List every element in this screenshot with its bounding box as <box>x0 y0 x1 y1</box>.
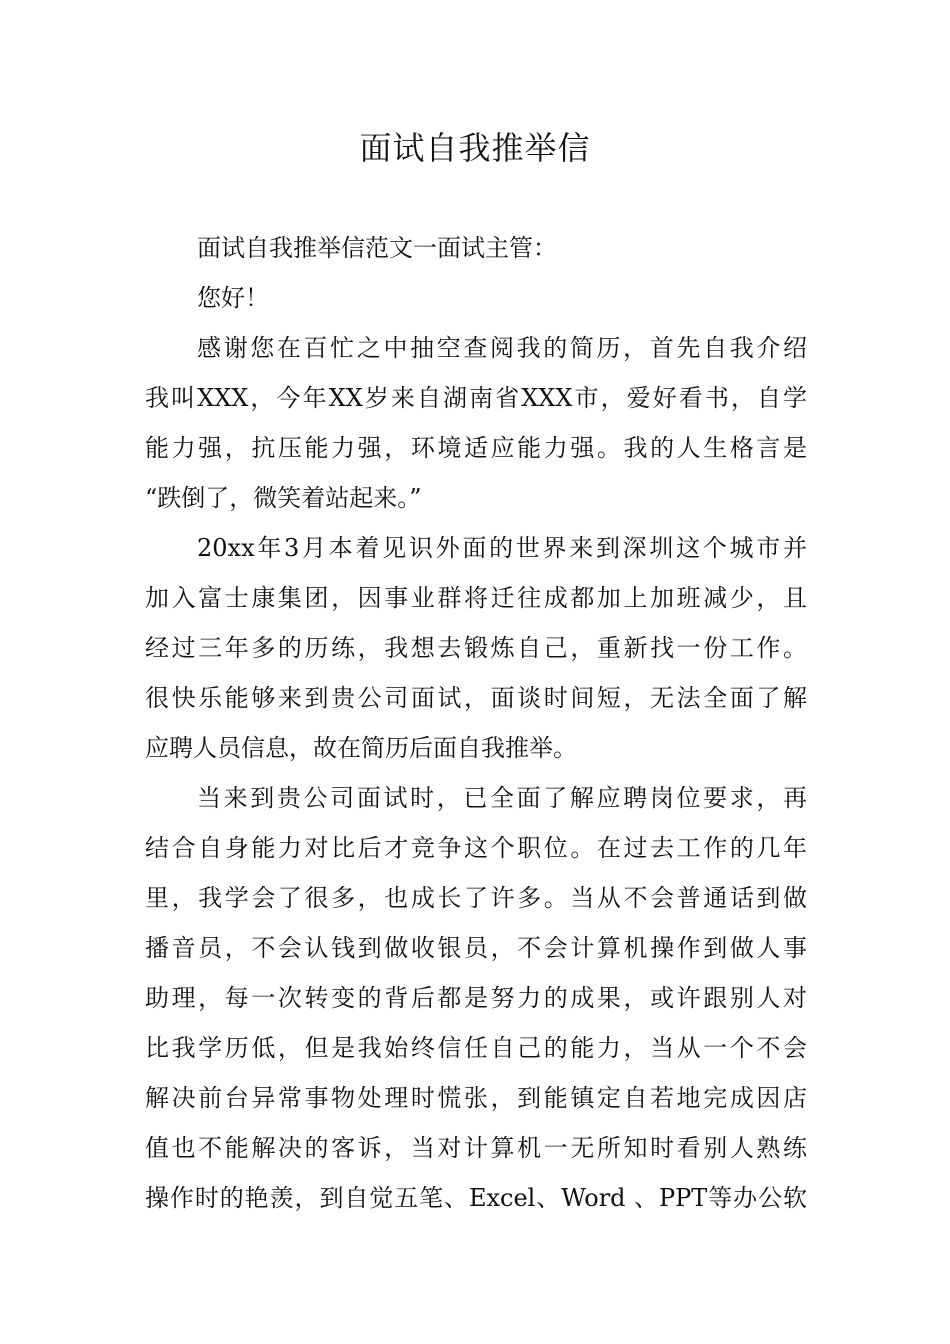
text-line: 播音员，不会认钱到做收银员，不会计算机操作到做人事 <box>145 934 807 962</box>
text-line: 我叫XXX，今年XX岁来自湖南省XXX市，爱好看书，自学 <box>145 384 807 412</box>
text-line: 解决前台异常事物处理时慌张，到能镇定自若地完成因店 <box>145 1084 807 1112</box>
text-line: 结合自身能力对比后才竞争这个职位。在过去工作的几年 <box>145 834 807 862</box>
text-line: 应聘人员信息，故在简历后面自我推举。 <box>145 734 577 762</box>
letter-body <box>145 223 807 1223</box>
text-line: 20xx年3月本着见识外面的世界来到深圳这个城市并 <box>197 534 807 562</box>
text-line: 里，我学会了很多，也成长了许多。当从不会普通话到做 <box>145 884 807 912</box>
text-line: 能力强，抗压能力强，环境适应能力强。我的人生格言是 <box>145 434 807 462</box>
text-line: “跌倒了，微笑着站起来。” <box>145 484 422 512</box>
text-line: 面试自我推举信范文一面试主管： <box>197 234 557 262</box>
text-line: 经过三年多的历练，我想去锻炼自己，重新找一份工作。 <box>145 634 807 662</box>
text-line: 很快乐能够来到贵公司面试，面谈时间短，无法全面了解 <box>145 684 807 712</box>
text-line: 助理，每一次转变的背后都是努力的成果，或许跟别人对 <box>145 984 807 1012</box>
text-line: 您好！ <box>197 284 269 312</box>
text-line: 操作时的艳羡，到自觉五笔、Excel、Word 、PPT等办公软 <box>145 1184 807 1212</box>
text-line: 加入富士康集团，因事业群将迁往成都加上加班减少，且 <box>145 584 807 612</box>
text-line: 当来到贵公司面试时，已全面了解应聘岗位要求，再 <box>197 784 807 812</box>
text-line: 值也不能解决的客诉，当对计算机一无所知时看别人熟练 <box>145 1134 807 1162</box>
document-title: 面试自我推举信 <box>359 129 591 167</box>
text-line: 比我学历低，但是我始终信任自己的能力，当从一个不会 <box>145 1034 807 1062</box>
text-line: 感谢您在百忙之中抽空查阅我的简历，首先自我介绍 <box>197 334 807 362</box>
